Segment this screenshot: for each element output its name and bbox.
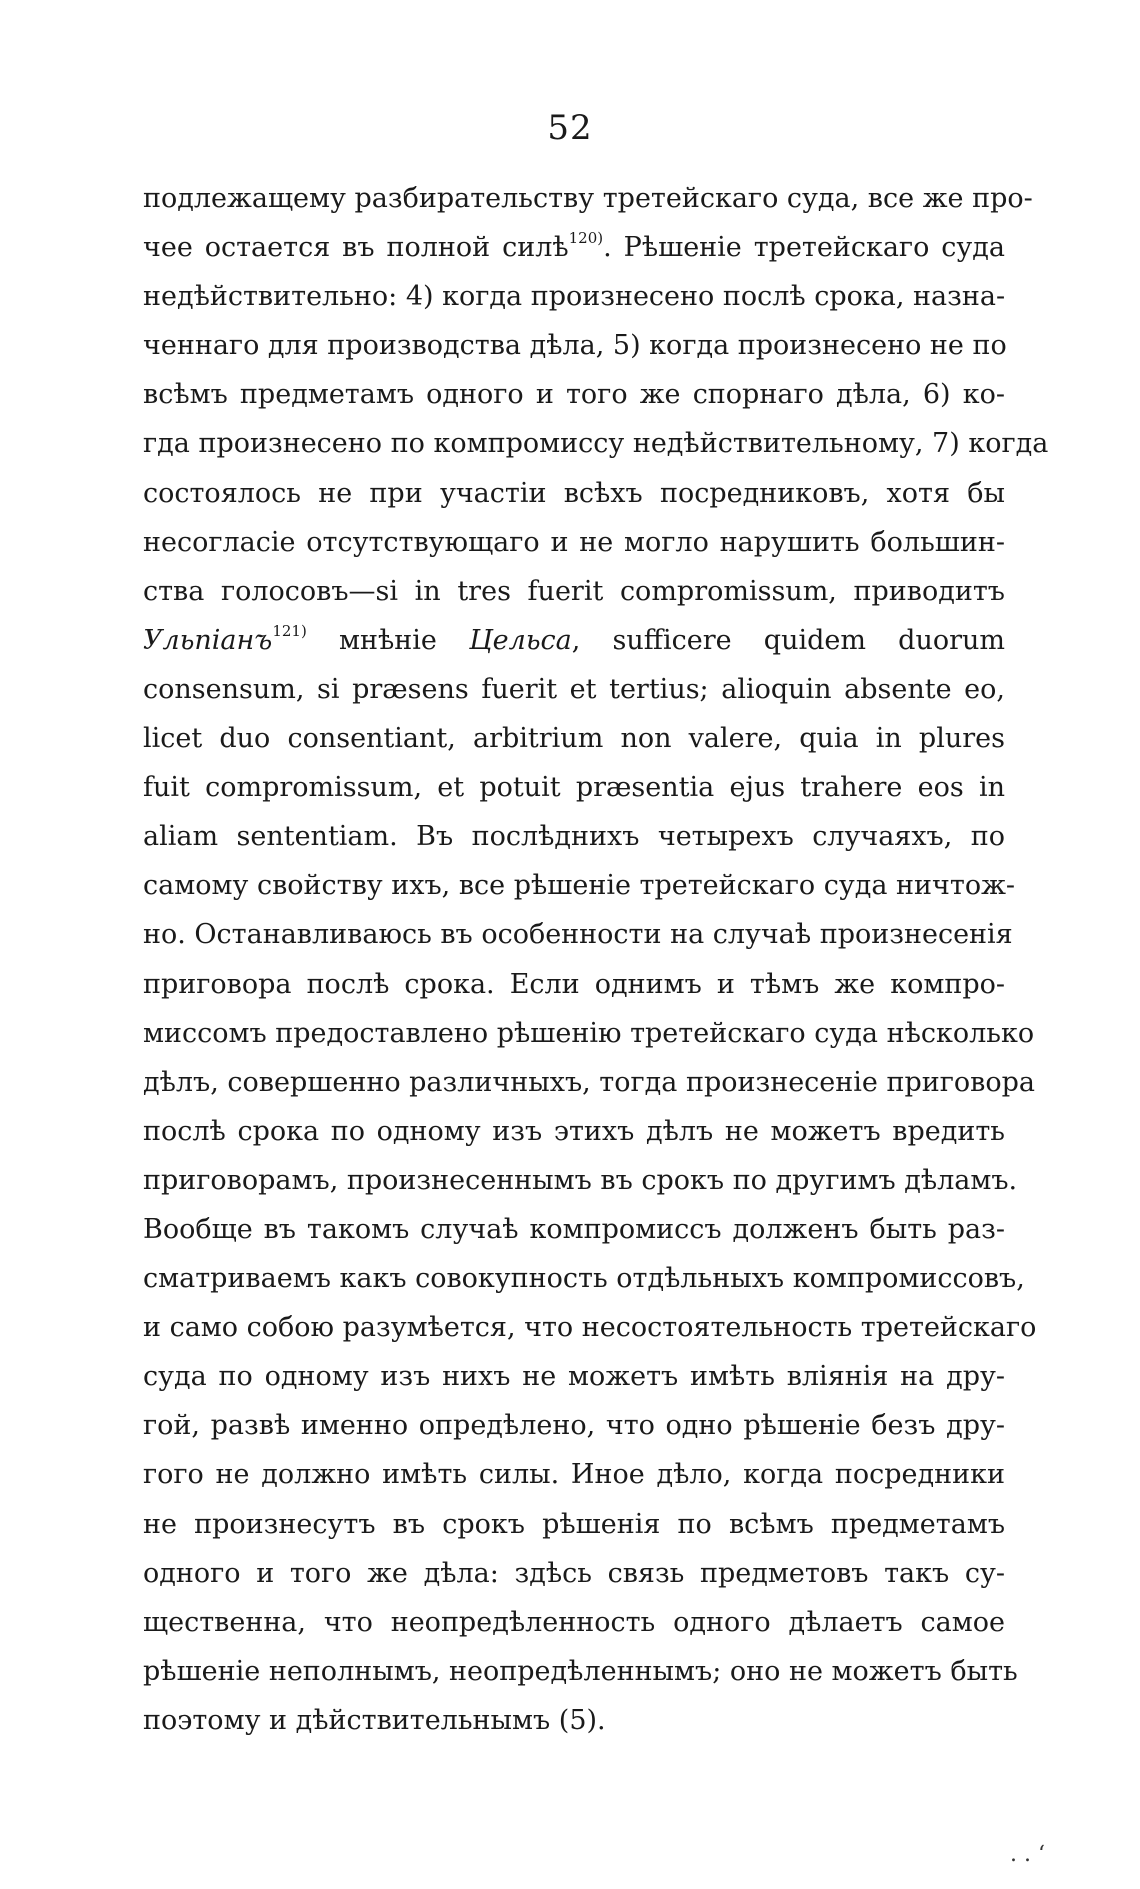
text-run: недѣйствительно: 4) когда произнесено послѣ срока, назна- xyxy=(143,281,1006,313)
text-line xyxy=(143,174,1033,223)
text-run: ченнаго для производства дѣла, 5) когда произнесено не по xyxy=(143,330,1007,362)
text-run: ства голосовъ—si in tres fuerit compromissum, приводитъ xyxy=(143,575,1005,607)
text-run: Ульпіанъ xyxy=(143,624,273,656)
text-run: одного и того же дѣла: здѣсь связь предметовъ такъ су- xyxy=(143,1557,1005,1589)
text-line xyxy=(143,223,1005,272)
text-run: гда произнесено по компромиссу недѣйствительному, 7) когда xyxy=(143,428,1049,460)
text-line xyxy=(143,1450,1005,1499)
text-run: гого не должно имѣть силы. Иное дѣло, когда посредники xyxy=(143,1459,1005,1491)
text-run: рѣшеніе неполнымъ, неопредѣленнымъ; оно не можетъ быть xyxy=(143,1655,1018,1687)
text-run: подлежащему разбирательству третейскаго суда, все же про- xyxy=(143,183,1033,214)
text-line xyxy=(143,1647,1018,1696)
footnote-ref: 120) xyxy=(568,229,604,248)
text-line xyxy=(143,1696,1005,1745)
text-line xyxy=(143,469,1005,518)
text-run: всѣмъ предметамъ одного и того же спорнаго дѣла, 6) ко- xyxy=(143,379,1005,411)
text-run: приговора послѣ срока. Если однимъ и тѣмъ же компро- xyxy=(143,968,1005,1000)
text-run: Вообще въ такомъ случаѣ компромиссъ долженъ быть раз- xyxy=(143,1213,1005,1245)
text-line xyxy=(143,1254,1025,1303)
text-run: , sufficere quidem duorum xyxy=(571,624,1005,656)
text-line xyxy=(143,1549,1005,1598)
text-run: щественна, что неопредѣленность одного дѣлаетъ самое xyxy=(143,1606,1005,1638)
text-line xyxy=(143,321,1005,370)
text-line xyxy=(143,616,1005,665)
body-text xyxy=(143,174,1049,1745)
text-line xyxy=(143,518,1005,567)
text-line xyxy=(143,763,1005,812)
text-line xyxy=(143,272,1005,321)
text-run: но. Останавливаюсь въ особенности на случаѣ произнесенія xyxy=(143,919,1013,951)
text-run: fuit compromissum, et potuit præsentia ejus trahere eos in xyxy=(143,772,1005,804)
footnote-ref: 121) xyxy=(272,621,307,640)
text-line xyxy=(143,567,1005,616)
text-run: несогласіе отсутствующаго и не могло нарушить большин- xyxy=(143,526,1005,558)
text-run: licet duo consentiant, arbitrium non valere, quia in plures xyxy=(143,723,1005,755)
text-line xyxy=(143,1352,1005,1401)
text-run: дѣлъ, совершенно различныхъ, тогда произнесеніе приговора xyxy=(143,1066,1035,1098)
text-line xyxy=(143,1107,1005,1156)
corner-marks: . . ʻ xyxy=(1010,1842,1045,1867)
text-line xyxy=(143,1156,1018,1205)
text-line xyxy=(143,419,1049,468)
text-run: состоялось не при участіи всѣхъ посредниковъ, хотя бы xyxy=(143,477,1005,509)
text-line xyxy=(143,1205,1005,1254)
text-line xyxy=(143,960,1005,1009)
text-line xyxy=(143,1598,1005,1647)
text-line xyxy=(143,1500,1005,1549)
text-run: суда по одному изъ нихъ не можетъ имѣть вліянія на дру- xyxy=(143,1361,1005,1393)
text-line xyxy=(143,812,1005,861)
text-run: Цельса xyxy=(469,624,572,656)
text-line xyxy=(143,1009,1035,1058)
text-line xyxy=(143,1303,1037,1352)
text-line xyxy=(143,861,1016,910)
text-run: consensum, si præsens fuerit et tertius; alioquin absente eo, xyxy=(143,673,1005,705)
text-line xyxy=(143,1401,1005,1450)
text-run: сматриваемъ какъ совокупность отдѣльныхъ компромиссовъ, xyxy=(143,1263,1025,1295)
text-run: мнѣніе xyxy=(306,624,470,656)
text-run: и само собою разумѣется, что несостоятельность третейскаго xyxy=(143,1312,1037,1344)
text-line xyxy=(143,370,1005,419)
text-run: поэтому и дѣйствительнымъ (5). xyxy=(143,1704,606,1736)
text-run: послѣ срока по одному изъ этихъ дѣлъ не можетъ вредить xyxy=(143,1115,1005,1147)
text-run: миссомъ предоставлено рѣшенію третейскаго суда нѣсколько xyxy=(143,1017,1035,1049)
text-run: гой, развѣ именно опредѣлено, что одно рѣшеніе безъ дру- xyxy=(143,1410,1005,1442)
text-run: не произнесутъ въ срокъ рѣшенія по всѣмъ предметамъ xyxy=(143,1508,1005,1540)
text-run: aliam sententiam. Въ послѣднихъ четырехъ случаяхъ, по xyxy=(143,821,1005,853)
text-run: . Рѣшеніе третейскаго суда xyxy=(603,232,1005,264)
text-line xyxy=(143,910,1013,959)
text-run: приговорамъ, произнесеннымъ въ срокъ по другимъ дѣламъ. xyxy=(143,1164,1018,1196)
text-line xyxy=(143,665,1005,714)
text-run: самому свойству ихъ, все рѣшеніе третейскаго суда ничтож- xyxy=(143,870,1016,902)
text-run: чее остается въ полной силѣ xyxy=(143,232,569,264)
text-line xyxy=(143,1058,1035,1107)
page-number: 52 xyxy=(547,108,593,148)
text-line xyxy=(143,714,1005,763)
